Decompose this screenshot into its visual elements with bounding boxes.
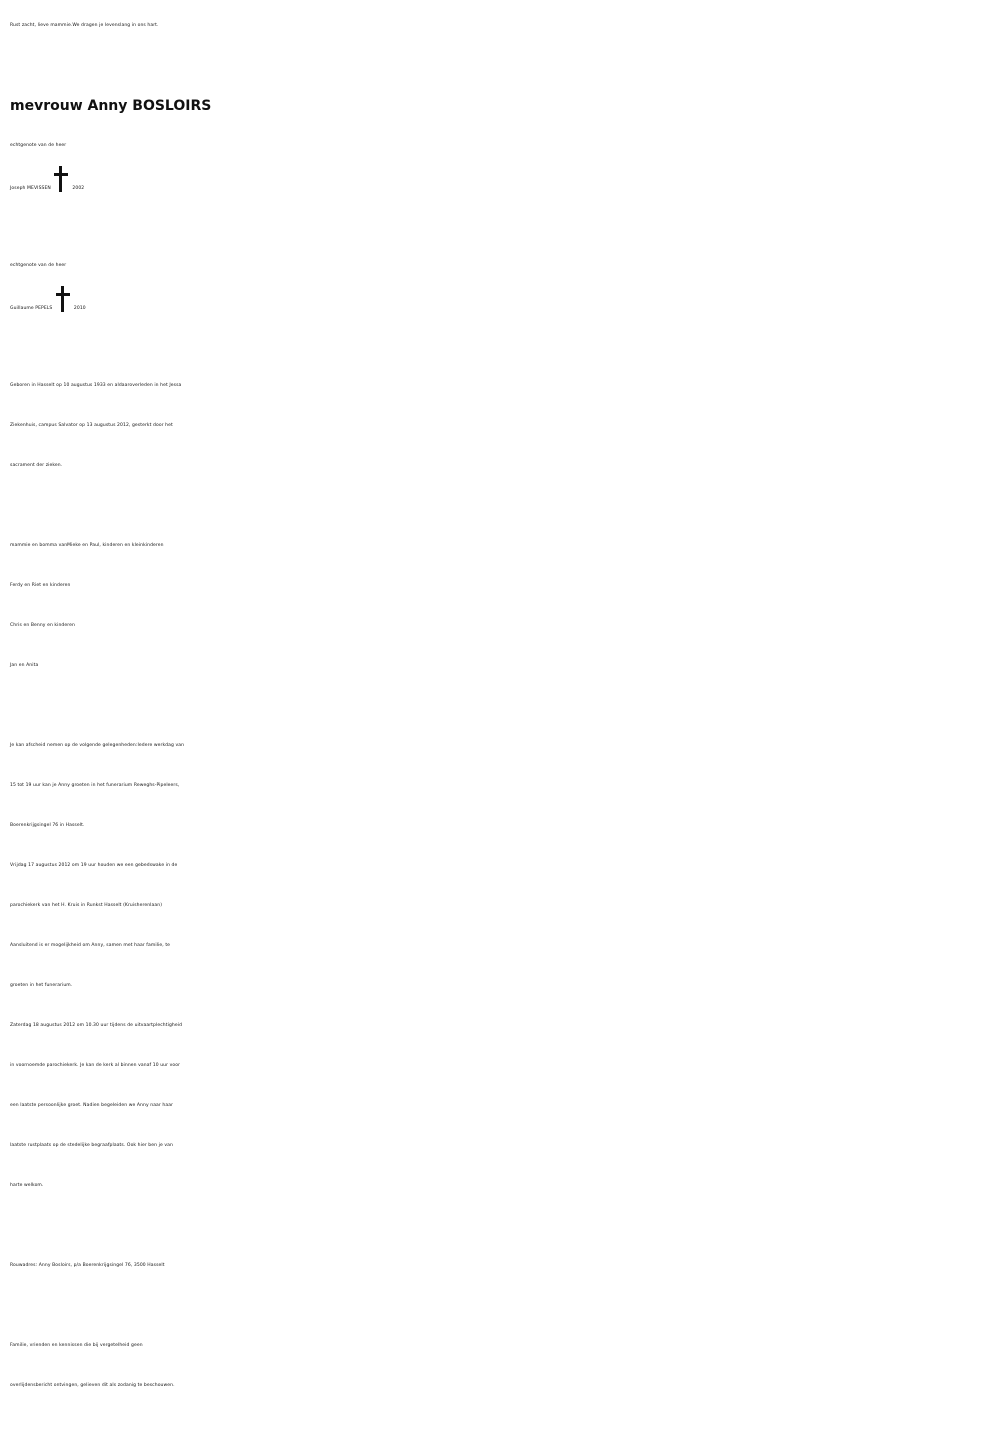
spouse-death-year: 2010 bbox=[73, 306, 86, 311]
text-line: Geboren in Hasselt op 10 augustus 1933 en aldaaroverleden in het Jessa bbox=[10, 383, 182, 388]
spouse-name: Guillaume PEPELS bbox=[10, 306, 53, 311]
text-line: een laatste persoonlijke groet. Nadien begeleiden we Anny naar haar bbox=[10, 1103, 174, 1108]
text-line: sacrament der zieken. bbox=[10, 463, 63, 468]
mourning-address: Rouwadres: Anny Bosloirs, p/a Boerenkrijgsingel 76, 3500 Hasselt bbox=[10, 1263, 165, 1268]
text-line: 15 tot 19 uur kan je Anny groeten in het funerarium Reweghs-Pipeleers, bbox=[10, 783, 180, 788]
spouse-relation: echtgenote van de heer bbox=[10, 263, 67, 268]
spacer bbox=[10, 686, 995, 726]
spacer bbox=[10, 1206, 995, 1246]
spouse-block-2 bbox=[10, 246, 995, 326]
obituary-notice bbox=[10, 6, 995, 1406]
cross-icon bbox=[54, 166, 68, 192]
text-line: Zaterdag 18 augustus 2012 om 10.30 uur tijdens de uitvaartplechtigheid bbox=[10, 1023, 183, 1028]
text-line: laatste rustplaats op de stedelijke begraafplaats. Ook hier ben je van bbox=[10, 1143, 173, 1148]
cross-icon bbox=[56, 286, 70, 312]
spacer bbox=[10, 1286, 995, 1326]
text-line: Boerenkrijgsingel 76 in Hasselt. bbox=[10, 823, 85, 828]
family-line: Jan en Anita bbox=[10, 663, 39, 668]
closing-paragraph bbox=[10, 1326, 995, 1406]
text-line: Familie, vrienden en kennissen die bij vergetelheid geen bbox=[10, 1343, 143, 1348]
text-line: overlijdensbericht ontvingen, gelieven dit als zodanig te beschouwen. bbox=[10, 1383, 175, 1388]
spouse-death-year: 2002 bbox=[72, 186, 85, 191]
spouse-line bbox=[10, 166, 995, 206]
birth-death-paragraph bbox=[10, 366, 995, 486]
spouse-block-1 bbox=[10, 126, 995, 206]
spacer bbox=[10, 206, 995, 246]
family-line: Ferdy en Riet en kinderen bbox=[10, 583, 71, 588]
spouse-relation: echtgenote van de heer bbox=[10, 143, 67, 148]
spacer bbox=[10, 326, 995, 366]
deceased-name: mevrouw Anny BOSLOIRS bbox=[10, 98, 212, 114]
text-line: groeten in het funerarium. bbox=[10, 983, 73, 988]
farewell-paragraph bbox=[10, 726, 995, 1206]
spacer bbox=[10, 46, 995, 86]
family-line: mammie en bomma vanMieke en Paul, kinderen en kleinkinderen bbox=[10, 543, 164, 548]
text-line: Aansluitend is er mogelijkheid om Anny, samen met haar familie, te bbox=[10, 943, 171, 948]
spouse-name: Joseph MEVISSEN bbox=[10, 186, 51, 191]
spacer bbox=[10, 486, 995, 526]
text-line: harte welkom. bbox=[10, 1183, 44, 1188]
family-list bbox=[10, 526, 995, 686]
text-line: parochiekerk van het H. Kruis in Runkst Hasselt (Kruisherenlaan) bbox=[10, 903, 163, 908]
text-line: in voornoemde parochiekerk. Je kan de kerk al binnen vanaf 10 uur voor bbox=[10, 1063, 181, 1068]
intro-text: Rust zacht, lieve mammie.We dragen je levenslang in ons hart. bbox=[10, 23, 159, 28]
spouse-line bbox=[10, 286, 995, 326]
text-line: Je kan afscheid nemen op de volgende gelegenheden:Iedere werkdag van bbox=[10, 743, 185, 748]
text-line: Vrijdag 17 augustus 2012 om 19 uur houden we een gebedswake in de bbox=[10, 863, 178, 868]
family-line: Chris en Benny en kinderen bbox=[10, 623, 75, 628]
text-line: Ziekenhuis, campus Salvator op 13 augustus 2012, gesterkt door het bbox=[10, 423, 173, 428]
